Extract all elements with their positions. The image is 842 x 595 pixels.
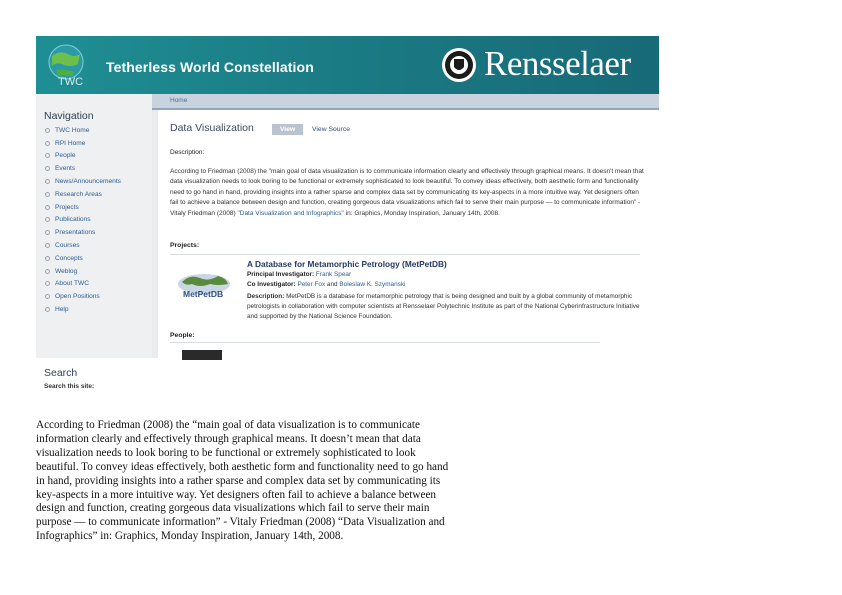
search-heading: Search <box>44 367 78 379</box>
bullet-icon <box>45 192 50 197</box>
breadcrumb-home-link[interactable]: Home <box>170 97 188 104</box>
nav-item-news[interactable]: News/Announcements <box>44 175 121 188</box>
person-photo[interactable] <box>182 350 222 360</box>
description-label: Description: <box>170 149 205 156</box>
nav-item-weblog[interactable]: Weblog <box>44 265 121 278</box>
bullet-icon <box>45 141 50 146</box>
main-content <box>158 110 659 358</box>
divider <box>170 342 600 343</box>
nav-item-publications[interactable]: Publications <box>44 214 121 227</box>
project-description: Description: MetPetDB is a database for metamorphic petrology that is being designed and built by a global community of metamorphic petrologists in collaboration with computer scientists at Rensselaer Polytechnic Institute as part of the National Cyberinfrastructure Initiative and supported by the National Science Foundation. <box>247 293 640 321</box>
bullet-icon <box>45 307 50 312</box>
site-title[interactable]: Tetherless World Constellation <box>106 59 314 75</box>
bullet-icon <box>45 256 50 261</box>
metpetdb-logo[interactable] <box>174 270 234 302</box>
nav-item-events[interactable]: Events <box>44 162 121 175</box>
bullet-icon <box>45 294 50 299</box>
bullet-icon <box>45 205 50 210</box>
bullet-icon <box>45 230 50 235</box>
website-screenshot <box>36 36 659 390</box>
breadcrumb <box>152 94 659 110</box>
bullet-icon <box>45 281 50 286</box>
nav-item-research-areas[interactable]: Research Areas <box>44 188 121 201</box>
nav-item-presentations[interactable]: Presentations <box>44 226 121 239</box>
svg-text:MetPetDB: MetPetDB <box>183 289 224 299</box>
people-label: People: <box>170 332 195 339</box>
page-title: Data Visualization <box>170 122 254 134</box>
bullet-icon <box>45 128 50 133</box>
nav-item-courses[interactable]: Courses <box>44 239 121 252</box>
nav-item-twc-home[interactable]: TWC Home <box>44 124 121 137</box>
sidebar <box>36 94 152 390</box>
rensselaer-seal-icon <box>441 47 477 83</box>
bullet-icon <box>45 269 50 274</box>
pi-name-link[interactable]: Frank Spear <box>315 271 352 278</box>
bullet-icon <box>45 153 50 158</box>
caption-text: According to Friedman (2008) the “main goal of data visualization is to communicate information clearly and effectively through graphical means. It doesn’t mean that data visualization needs to look boring to be functional or extremely sophisticated to look beautiful. To convey ideas effectively, both aesthetic form and functionality need to go hand in hand, providing insights into a rather sparse and complex data set by communicating its key-aspects in a more intuitive way. Yet designers often fail to achieve a balance between design and function, creating gorgeous data visualizations which fail to serve their main purpose — to communicate information” - Vitaly Friedman (2008) “Data Visualization and Infographics” in: Graphics, Monday Inspiration, January 14th, 2008. <box>36 419 449 543</box>
coi-name-link-2[interactable]: Boleslaw K. Szymanski <box>339 281 406 288</box>
rensselaer-wordmark[interactable]: Rensselaer <box>484 44 631 83</box>
infographics-link[interactable]: "Data Visualization and Infographics" <box>237 209 344 217</box>
nav-item-open-positions[interactable]: Open Positions <box>44 290 121 303</box>
nav-item-people[interactable]: People <box>44 150 121 163</box>
coi-name-link-1[interactable]: Peter Fox <box>297 281 326 288</box>
nav-item-concepts[interactable]: Concepts <box>44 252 121 265</box>
projects-label: Projects: <box>170 242 200 249</box>
twc-logo[interactable] <box>44 42 92 88</box>
site-banner <box>36 36 659 94</box>
divider <box>170 254 640 255</box>
nav-item-projects[interactable]: Projects <box>44 201 121 214</box>
bullet-icon <box>45 166 50 171</box>
description-text: According to Friedman (2008) the "main goal of data visualization is to communicate information clearly and effectively through graphical means. It doesn't mean that data visualization needs to look boring to be functional or extremely sophisticated to look beautiful. To convey ideas effectively, both aesthetic form and functionality need to go hand in hand, providing insights into a rather sparse and complex data set by communicating its key-aspects in a more intuitive way. Yet designers often fail to achieve a balance between design and function, creating gorgeous data visualizations which fail to serve their main purpose — to communicate information" - Vitaly Friedman (2008) "Data Visualization and Infographics" in: Graphics, Monday Inspiration, January 14th, 2008. <box>170 168 644 217</box>
nav-item-help[interactable]: Help <box>44 303 121 316</box>
search-field-label: Search this site: <box>44 383 95 390</box>
project-title-link[interactable]: A Database for Metamorphic Petrology (MetPetDB) <box>247 259 447 269</box>
tab-view-source[interactable]: View Source <box>312 126 351 133</box>
nav-item-rpi-home[interactable]: RPI Home <box>44 137 121 150</box>
principal-investigator: Principal Investigator: Frank Spear <box>247 271 352 278</box>
bullet-icon <box>45 217 50 222</box>
svg-text:TWC: TWC <box>58 76 84 88</box>
bullet-icon <box>45 179 50 184</box>
tab-view[interactable]: View <box>272 124 303 135</box>
nav-list <box>44 124 121 316</box>
navigation-heading: Navigation <box>44 110 94 122</box>
bullet-icon <box>45 243 50 248</box>
nav-item-about-twc[interactable]: About TWC <box>44 278 121 291</box>
co-investigator: Co Investigator: Peter Fox and Boleslaw K. Szymanski <box>247 281 406 288</box>
